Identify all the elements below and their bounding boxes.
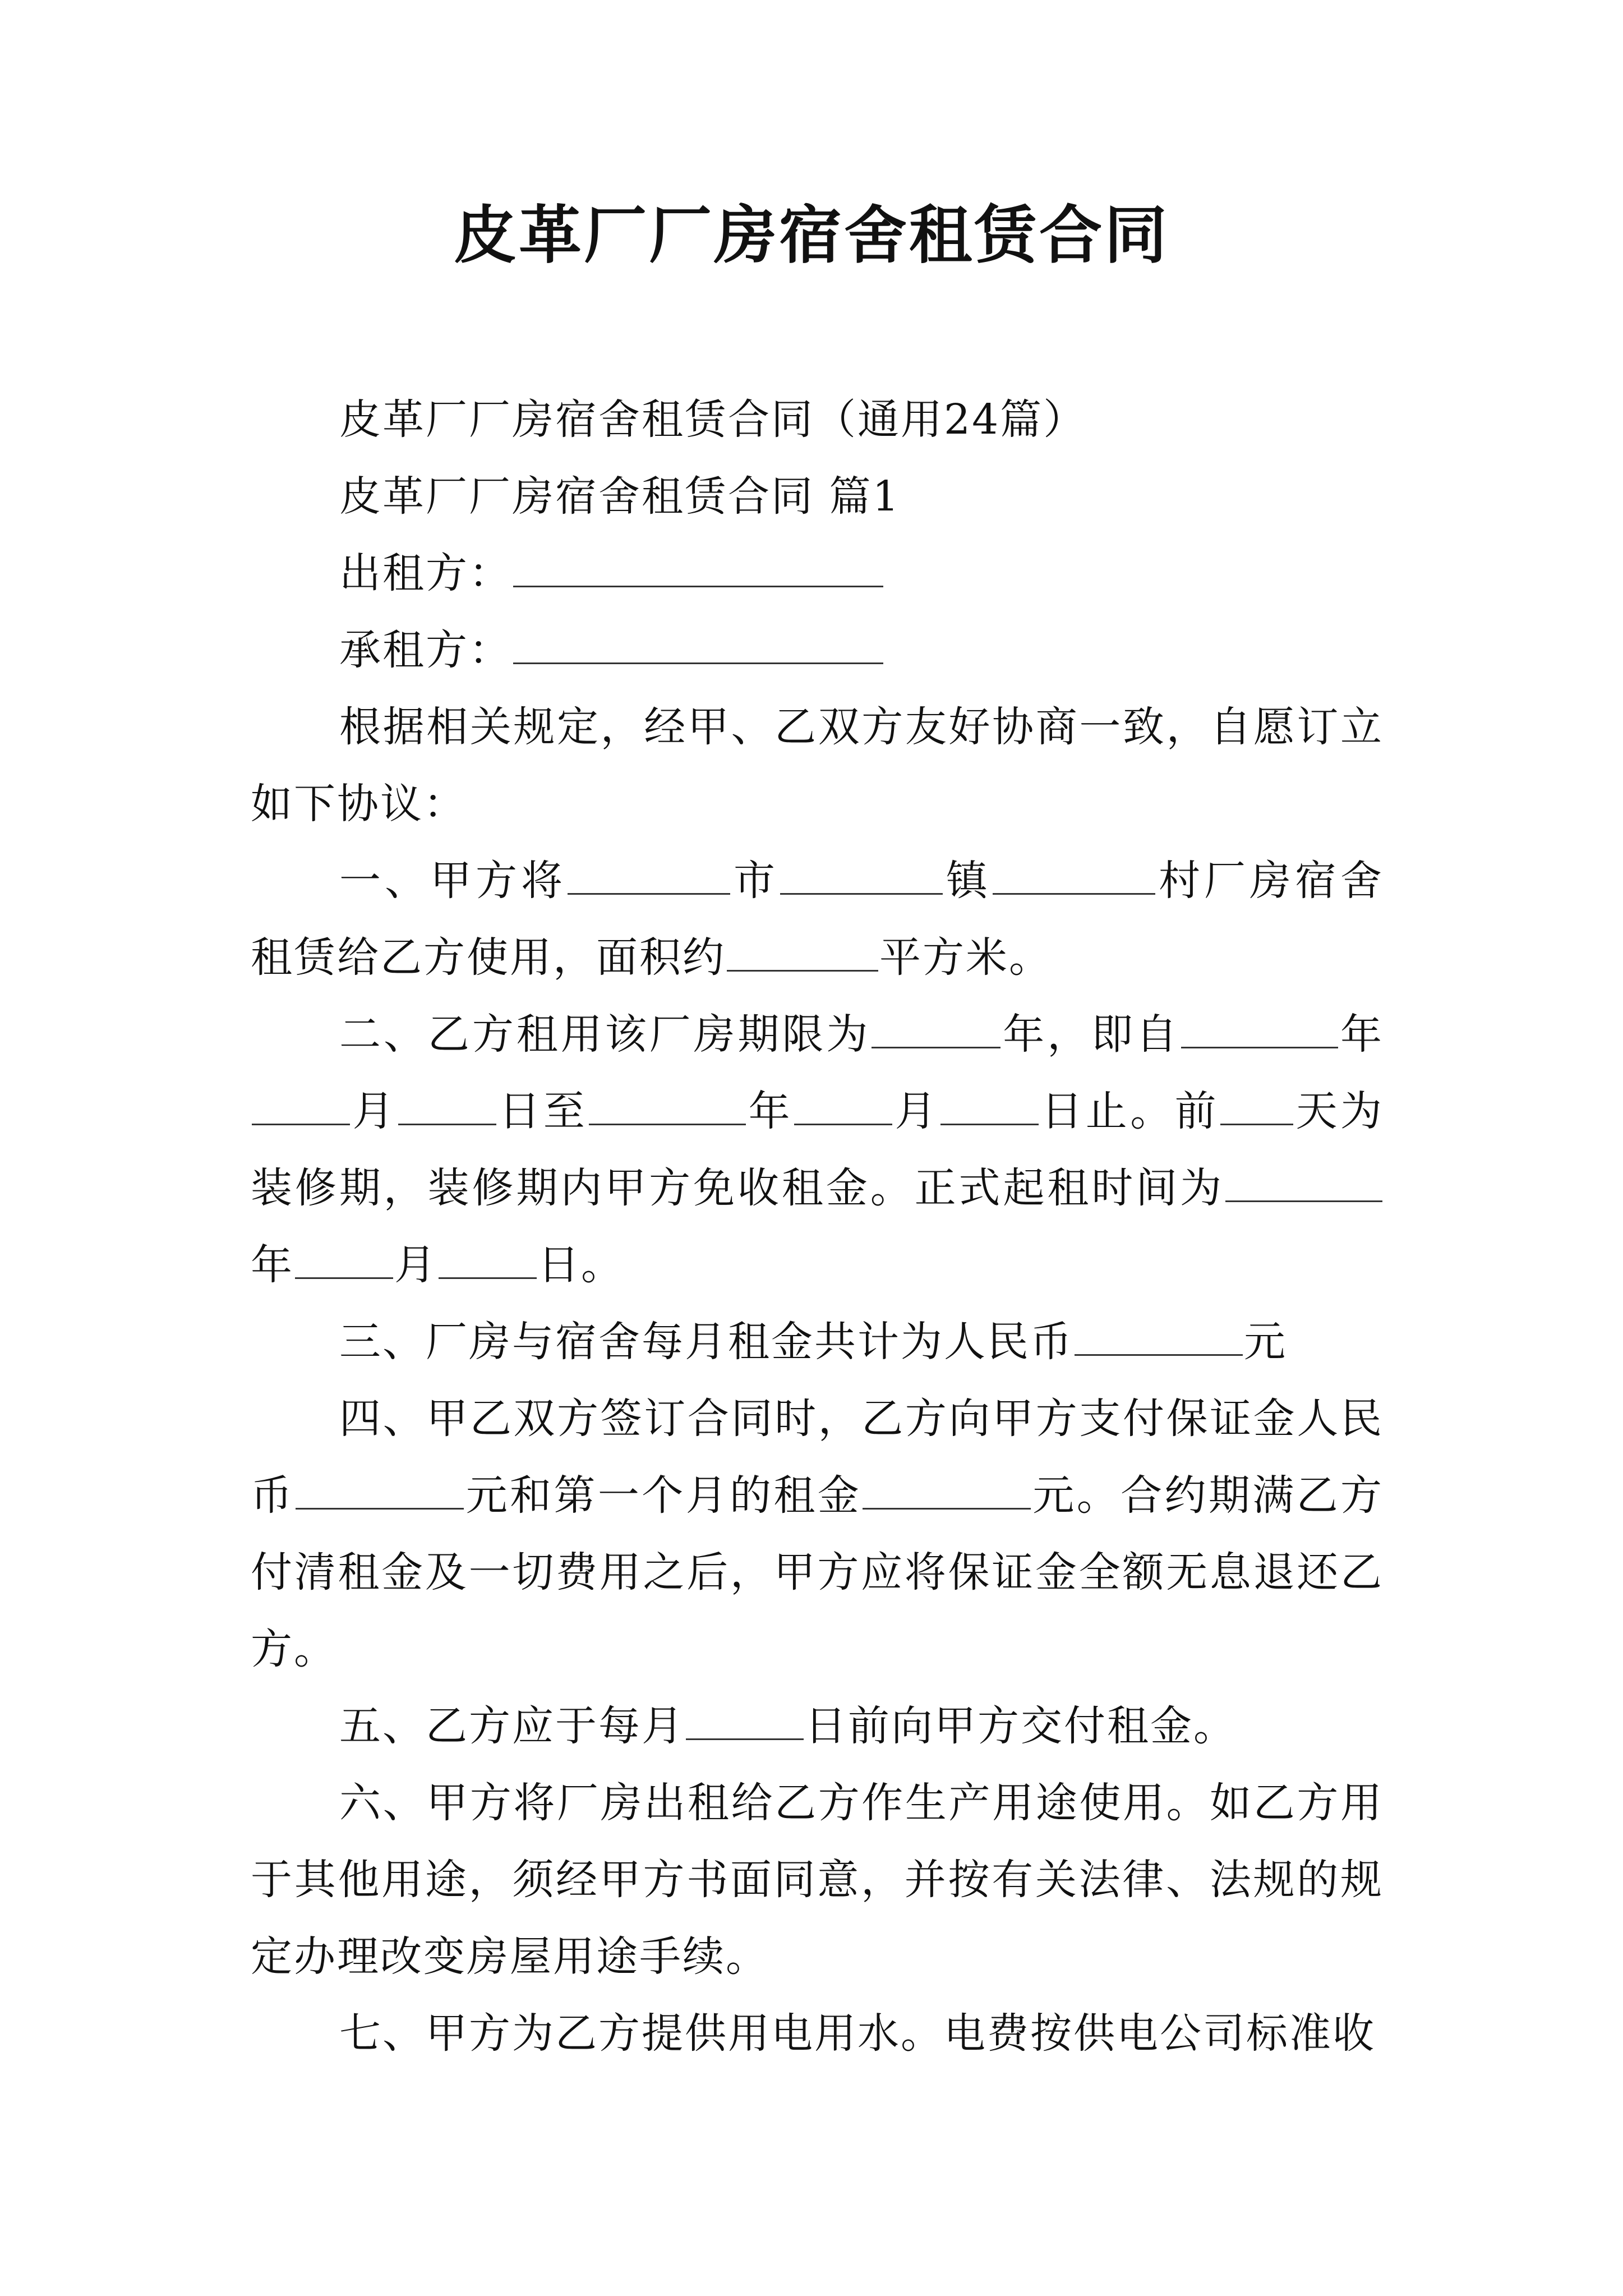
clause-6: 六、甲方将厂房出租给乙方作生产用途使用。如乙方用于其他用途，须经甲方书面同意，并按有关法律、法规的规定办理改变房屋用途手续。 <box>251 1779 1384 1981</box>
renovation-days-blank[interactable] <box>1220 1088 1293 1125</box>
clause-2-text: 年 <box>747 1087 794 1135</box>
rent-start-day-blank[interactable] <box>439 1241 537 1279</box>
intro-paragraph: 根据相关规定，经甲、乙双方友好协商一致，自愿订立如下协议： <box>251 703 1384 828</box>
clause-7: 七、甲方为乙方提供用电用水。电费按供电公司标准收 <box>339 2009 1376 2058</box>
clause-2-text: 日止。前 <box>1039 1087 1220 1135</box>
end-month-blank[interactable] <box>794 1088 892 1125</box>
section-heading: 皮革厂厂房宿舍租赁合同 篇1 <box>339 472 901 521</box>
document-body <box>251 381 1384 2072</box>
end-day-blank[interactable] <box>940 1088 1039 1125</box>
lessee-line <box>251 612 1384 689</box>
village-blank[interactable] <box>993 857 1155 895</box>
document-subtitle: 皮革厂厂房宿舍租赁合同（通用24篇） <box>339 395 1087 444</box>
clause-5-text: 五、乙方应于每月 <box>339 1702 685 1750</box>
first-month-rent-blank[interactable] <box>863 1472 1031 1510</box>
monthly-rent-blank[interactable] <box>1075 1318 1243 1356</box>
clause-2-text: 月 <box>351 1087 397 1135</box>
start-year-blank[interactable] <box>1181 1011 1338 1048</box>
lessor-line <box>251 535 1384 612</box>
deposit-blank[interactable] <box>296 1472 464 1510</box>
clause-1-text: 一、甲方将 <box>339 857 566 905</box>
area-blank[interactable] <box>727 934 878 972</box>
clause-2-text: 年 <box>1339 1010 1384 1059</box>
clause-2-text: 年，即自 <box>1002 1010 1181 1059</box>
clause-4-text: 元。合约期满乙方付清租金及一切费用之后，甲方应将保证金全额无息退还乙方。 <box>251 1471 1384 1673</box>
clause-4-text: 元和第一个月的租金 <box>465 1471 862 1520</box>
clause-2 <box>251 996 1384 1304</box>
clause-2-text: 二、乙方租用该厂房期限为 <box>339 1010 871 1059</box>
town-blank[interactable] <box>780 857 943 895</box>
lessor-blank[interactable] <box>513 550 883 587</box>
clause-1-text: 村厂房宿舍租赁给乙方使用，面积约 <box>251 857 1384 982</box>
clause-2-text: 日。 <box>538 1241 624 1289</box>
end-year-blank[interactable] <box>589 1088 746 1125</box>
city-blank[interactable] <box>568 857 730 895</box>
clause-1 <box>251 843 1384 996</box>
rent-start-year-blank[interactable] <box>1225 1165 1382 1202</box>
lessee-label: 承租方： <box>339 626 512 674</box>
lessor-label: 出租方： <box>339 549 512 597</box>
clause-2-text: 年 <box>251 1241 294 1289</box>
clause-2-text: 月 <box>394 1241 437 1289</box>
clause-3 <box>251 1304 1384 1381</box>
clause-2-text: 月 <box>893 1087 939 1135</box>
lessee-blank[interactable] <box>513 627 883 664</box>
clause-3-text: 三、厂房与宿舍每月租金共计为人民币 <box>339 1318 1073 1366</box>
payment-day-blank[interactable] <box>686 1703 804 1740</box>
clause-5 <box>251 1688 1384 1765</box>
clause-4 <box>251 1381 1384 1688</box>
rent-start-month-blank[interactable] <box>295 1241 393 1279</box>
start-month-blank[interactable] <box>252 1088 350 1125</box>
clause-1-text: 平方米。 <box>879 933 1052 982</box>
clause-1-text: 镇 <box>944 857 992 905</box>
clause-1-text: 市 <box>731 857 779 905</box>
term-years-blank[interactable] <box>872 1011 1000 1048</box>
document-title: 皮革厂厂房宿舍租赁合同 <box>454 199 1169 272</box>
clause-5-text: 日前向甲方交付租金。 <box>805 1702 1237 1750</box>
clause-2-text: 日至 <box>497 1087 588 1135</box>
clause-4-text: 四、甲乙双方签订合同时，乙方向甲方支付保证金人民币 <box>251 1395 1384 1520</box>
clause-2-text: 天为装修期，装修期内甲方免收租金。正式起租时间为 <box>251 1087 1384 1212</box>
clause-3-text: 元 <box>1244 1318 1287 1366</box>
start-day-blank[interactable] <box>398 1088 496 1125</box>
